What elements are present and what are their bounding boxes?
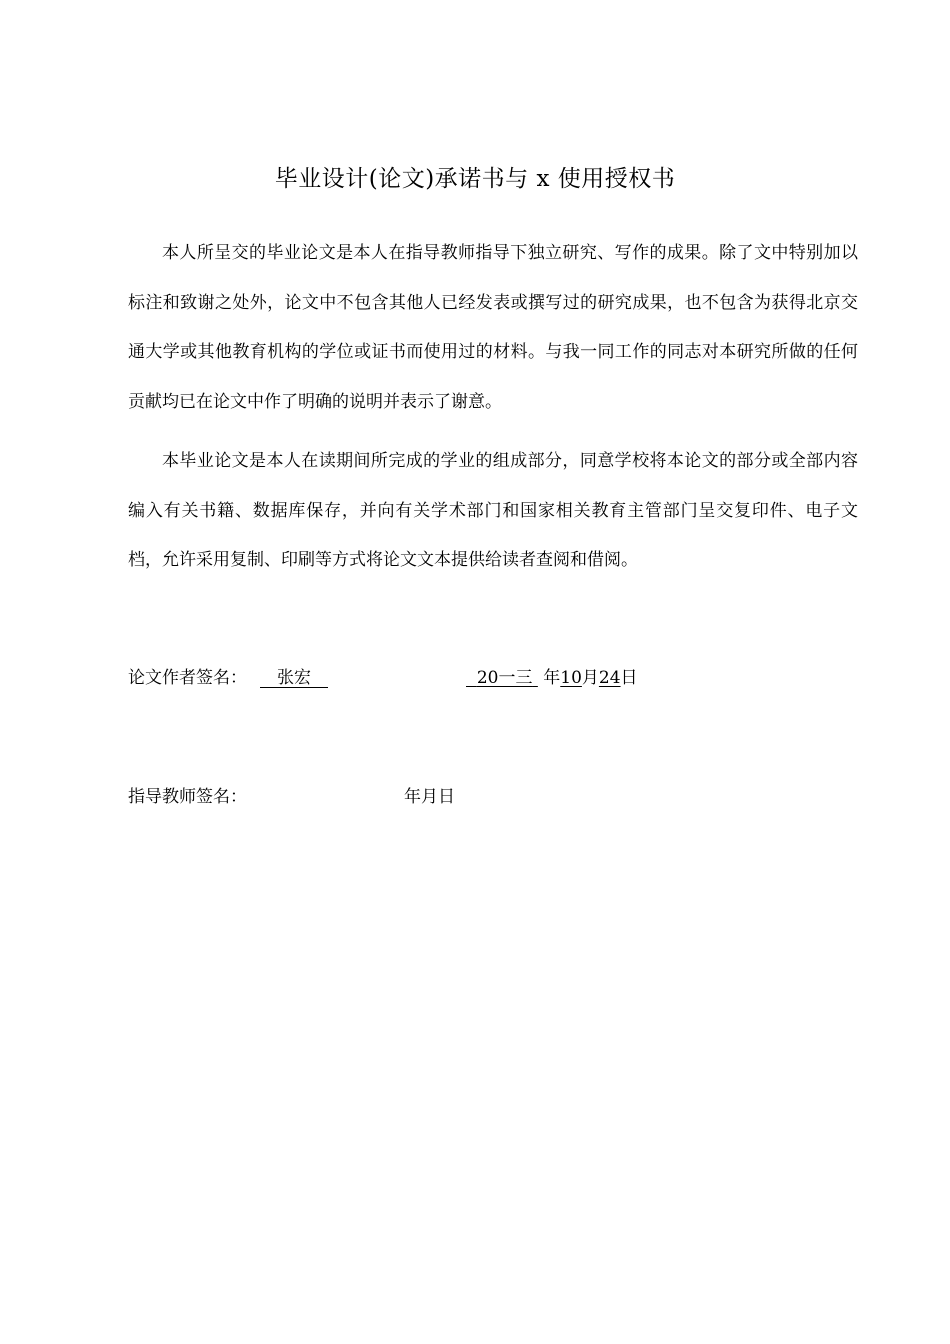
date-month-value: 10	[560, 668, 582, 688]
date-day-label: 日	[620, 668, 638, 688]
document-title: 毕业设计(论文)承诺书与 x 使用授权书	[274, 166, 676, 192]
advisor-signature-label: 指导教师签名：	[128, 787, 247, 807]
advisor-signature-row	[128, 782, 828, 812]
commitment-paragraph: 本人所呈交的毕业论文是本人在指导教师指导下独立研究、写作的成果。除了文中特别加以标注和致谢之处外，论文中不包含其他人已经发表或撰写过的研究成果，也不包含为获得北京交通大学或其他教育机构的学位或证书而使用过的材料。与我一同工作的同志对本研究所做的任何贡献均已在论文中作了明确的说明并表示了谢意。	[128, 243, 858, 412]
advisor-signature-date: 年月日	[404, 787, 455, 807]
author-signature-row	[128, 663, 828, 693]
date-year-value: 20一三	[476, 668, 533, 688]
author-signature-date	[466, 663, 638, 693]
authorization-paragraph: 本毕业论文是本人在读期间所完成的学业的组成部分，同意学校将本论文的部分或全部内容编入有关书籍、数据库保存，并向有关学术部门和国家相关教育主管部门呈交复印件、电子文档，允许采用复制、印刷等方式将论文文本提供给读者查阅和借阅。	[128, 451, 858, 570]
author-signature-name: 张宏	[260, 663, 328, 688]
author-signature-label: 论文作者签名：	[128, 668, 247, 688]
date-year-label: 年	[543, 668, 561, 688]
date-month-label: 月	[581, 668, 599, 688]
date-day-value: 24	[598, 668, 621, 688]
